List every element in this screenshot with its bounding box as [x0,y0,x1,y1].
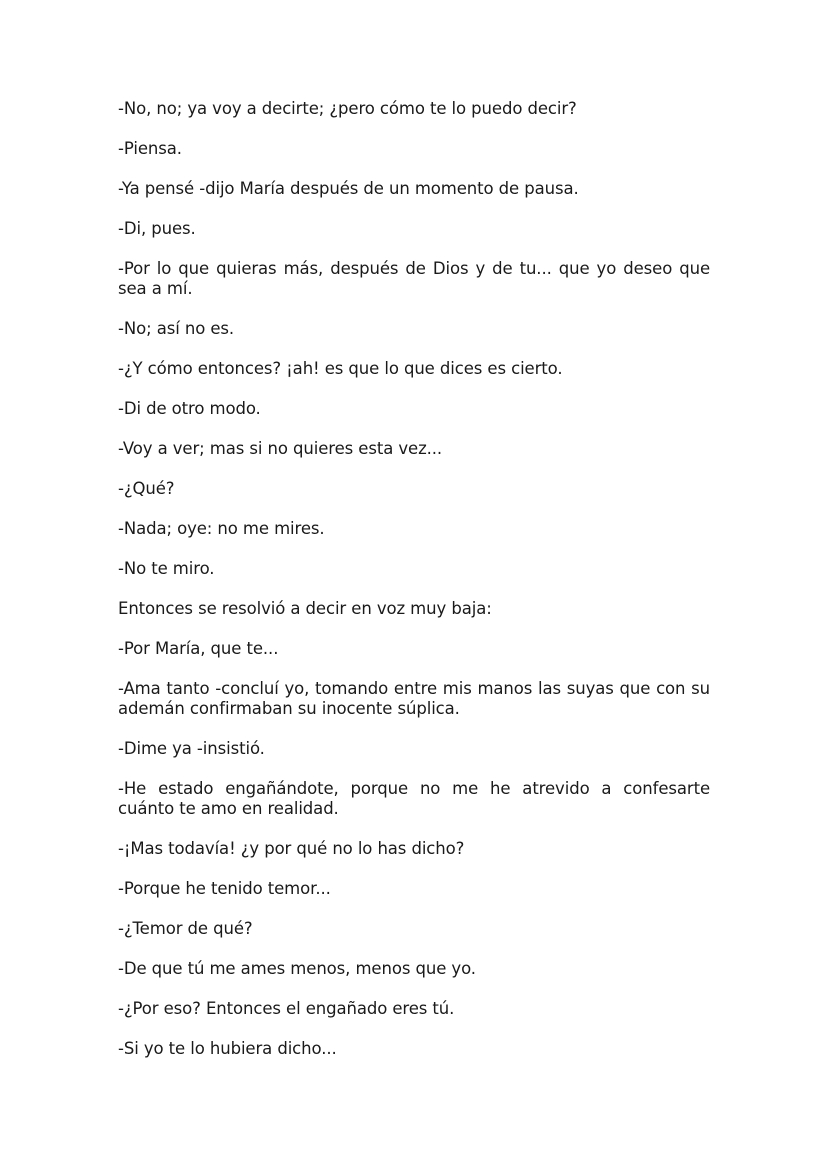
paragraph: -Ya pensé -dijo María después de un momento de pausa. [118,179,579,198]
paragraph: -Por lo que quieras más, después de Dios y de tu... que yo deseo que sea a mí. [118,259,710,298]
document-body [118,99,710,1079]
paragraph: -¿Temor de qué? [118,919,253,938]
paragraph: -¿Y cómo entonces? ¡ah! es que lo que dices es cierto. [118,359,563,378]
paragraph: -No; así no es. [118,319,235,338]
paragraph: -Dime ya -insistió. [118,739,265,758]
paragraph: -No te miro. [118,559,215,578]
paragraph: -¿Por eso? Entonces el engañado eres tú. [118,999,455,1018]
paragraph: -Ama tanto -concluí yo, tomando entre mis manos las suyas que con su ademán confirmaban su inocente súplica. [118,679,710,718]
paragraph: -Di, pues. [118,219,196,238]
paragraph: -No, no; ya voy a decirte; ¿pero cómo te lo puedo decir? [118,99,577,118]
paragraph: -Nada; oye: no me mires. [118,519,325,538]
paragraph: Entonces se resolvió a decir en voz muy baja: [118,599,492,618]
paragraph: -Di de otro modo. [118,399,261,418]
paragraph: -De que tú me ames menos, menos que yo. [118,959,476,978]
paragraph: -Piensa. [118,139,182,158]
paragraph: -¡Mas todavía! ¿y por qué no lo has dicho? [118,839,465,858]
paragraph: -Por María, que te... [118,639,279,658]
paragraph: -Voy a ver; mas si no quieres esta vez... [118,439,443,458]
paragraph: -¿Qué? [118,479,175,498]
paragraph: -He estado engañándote, porque no me he atrevido a confesarte cuánto te amo en realidad. [118,779,710,818]
paragraph: -Si yo te lo hubiera dicho... [118,1039,337,1058]
paragraph: -Porque he tenido temor... [118,879,331,898]
